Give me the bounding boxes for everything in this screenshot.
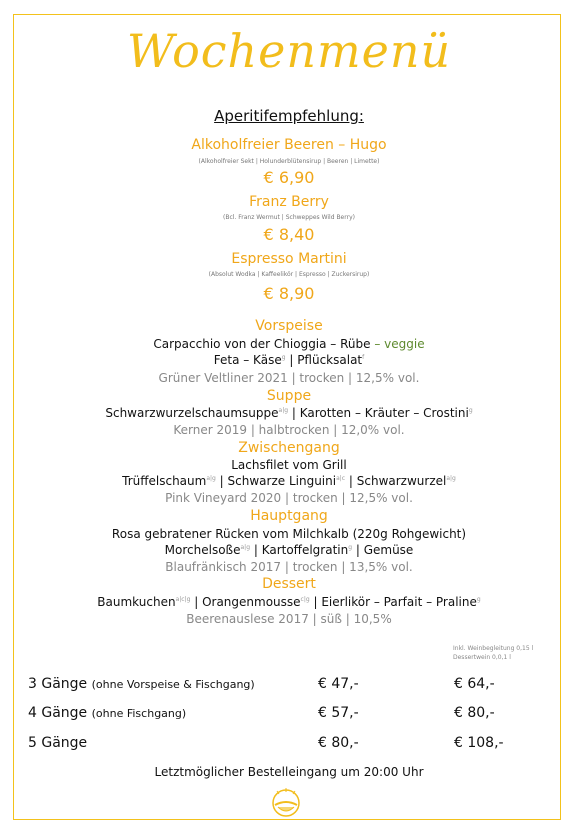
wine-pairing: Blaufränkisch 2017 | trocken | 13,5% vol. <box>165 560 413 574</box>
drink-price: € 8,40 <box>263 225 315 244</box>
course-heading-zwischengang: Zwischengang <box>238 440 340 456</box>
drink-name: Alkoholfreier Beeren – Hugo <box>191 137 387 153</box>
pairing-note: Inkl. Weinbegleitung 0,15 l Dessertwein 0,0,1 l <box>453 645 534 661</box>
course-heading-dessert: Dessert <box>262 576 316 592</box>
wine-pairing: Beerenauslese 2017 | süß | 10,5% <box>186 612 392 626</box>
drink-description: (Absolut Wodka | Kaffeelikör | Espresso | Zuckersirup) <box>208 271 370 278</box>
dish-line: Trüffelschaum$^{a|g}$ | Schwarze Linguini$^{a|c}$ | Schwarzwurzel$^{a|g}$ <box>122 474 456 488</box>
menu-price: € 47,- <box>318 676 359 692</box>
drink-price: € 6,90 <box>263 168 315 187</box>
menu-price: € 80,- <box>318 735 359 751</box>
course-heading-hauptgang: Hauptgang <box>250 508 328 524</box>
aperitif-heading: Aperitifempfehlung: <box>214 107 364 125</box>
drink-price: € 8,90 <box>263 284 315 303</box>
menu-price-with-wine: € 108,- <box>454 735 504 751</box>
dish-line: Baumkuchen$^{a|c|g}$ | Orangenmousse$^{c|g}$ | Eierlikör – Parfait – Praline$^g$ <box>97 595 481 609</box>
course-heading-vorspeise: Vorspeise <box>255 318 323 334</box>
wine-pairing: Kerner 2019 | halbtrocken | 12,0% vol. <box>173 423 405 437</box>
sun-plate-icon <box>266 786 306 820</box>
drink-name: Espresso Martini <box>231 251 347 267</box>
dish-line: Feta – Käse$^g$ | Pflücksalat$^f$ <box>213 353 365 367</box>
wine-pairing: Pink Vineyard 2020 | trocken | 12,5% vol. <box>165 491 413 505</box>
dish-line: Morchelsoße$^{a|g}$ | Kartoffelgratin$^g$ | Gemüse <box>164 543 414 557</box>
dish-line: Lachsfilet vom Grill <box>231 458 347 472</box>
menu-option-4: 4 Gänge (ohne Fischgang) € 57,- € 80,- <box>28 705 495 721</box>
drink-description: (Alkoholfreier Sekt | Holunderblütensirup | Beeren | Limette) <box>198 158 380 165</box>
menu-option-3: 3 Gänge (ohne Vorspeise & Fischgang) € 47,- € 64,- <box>28 676 495 692</box>
course-heading-suppe: Suppe <box>266 388 312 404</box>
dish-line: Carpacchio von der Chioggia – Rübe – veggie <box>153 337 425 351</box>
menu-price-with-wine: € 64,- <box>454 676 495 692</box>
wine-pairing: Grüner Veltliner 2021 | trocken | 12,5% vol. <box>158 371 420 385</box>
dish-line: Rosa gebratener Rücken vom Milchkalb (220g Rohgewicht) <box>111 527 467 541</box>
drink-description: (Bcl. Franz Wermut | Schweppes Wild Berry) <box>223 214 355 221</box>
menu-price: € 57,- <box>318 705 359 721</box>
menu-option-5: 5 Gänge € 80,- € 108,- <box>28 735 504 751</box>
order-deadline: Letztmöglicher Bestelleingang um 20:00 Uhr <box>154 765 424 779</box>
dish-line: Schwarzwurzelschaumsuppe$^{a|g}$ | Karotten – Kräuter – Crostini$^g$ <box>105 406 473 420</box>
veggie-label: – veggie <box>370 337 425 351</box>
drink-name: Franz Berry <box>249 194 329 210</box>
page-title: Wochenmenü <box>126 24 452 78</box>
menu-price-with-wine: € 80,- <box>454 705 495 721</box>
